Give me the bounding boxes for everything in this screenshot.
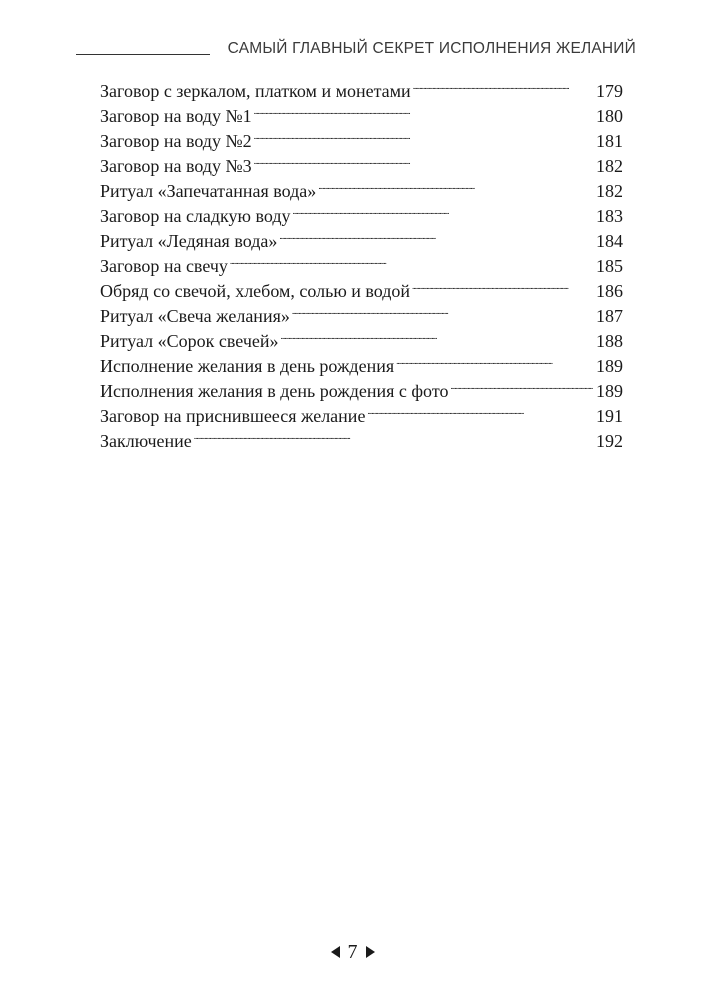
triangle-right-icon <box>366 946 375 958</box>
dot-leader <box>254 97 593 122</box>
toc-entry-page: 187 <box>596 306 623 326</box>
toc-entry-title: Исполнения желания в день рождения с фото <box>100 381 449 401</box>
toc-entry-page: 192 <box>596 431 623 451</box>
dot-leader <box>281 322 593 347</box>
dot-leader <box>318 172 593 197</box>
triangle-left-icon <box>331 946 340 958</box>
toc-entry-title: Обряд со свечой, хлебом, солью и водой <box>100 281 411 301</box>
header-rule <box>76 54 210 55</box>
dot-leader <box>230 247 593 272</box>
page-footer <box>0 940 705 964</box>
running-header <box>76 40 636 60</box>
toc-entry-page: 191 <box>596 406 623 426</box>
dot-leader <box>367 397 593 422</box>
toc-entry-title: Ритуал «Сорок свечей» <box>100 331 279 351</box>
dot-leader <box>413 72 593 97</box>
toc-entry-title: Заговор на сладкую воду <box>100 206 291 226</box>
toc-entry <box>100 72 623 101</box>
toc-entry-title: Ритуал «Запечатанная вода» <box>100 181 317 201</box>
running-header-title: САМЫЙ ГЛАВНЫЙ СЕКРЕТ ИСПОЛНЕНИЯ ЖЕЛАНИЙ <box>227 40 636 57</box>
dot-leader <box>450 372 593 397</box>
dot-leader <box>292 297 593 322</box>
toc-entry-page: 180 <box>596 106 623 126</box>
dot-leader <box>293 197 593 222</box>
dot-leader <box>254 122 593 147</box>
toc-entry-page: 188 <box>596 331 623 351</box>
toc-entry-title: Исполнение желания в день рождения <box>100 356 395 376</box>
toc-entry-page: 183 <box>596 206 623 226</box>
toc-entry-page: 182 <box>596 156 623 176</box>
dot-leader <box>254 147 593 172</box>
toc-entry-page: 184 <box>596 231 623 251</box>
dot-leader <box>396 347 593 372</box>
toc-entry-page: 179 <box>596 81 623 101</box>
toc-entry-title: Заговор на воду №2 <box>100 131 252 151</box>
toc-entry-title: Заключение <box>100 431 192 451</box>
toc-entry-title: Ритуал «Ледяная вода» <box>100 231 278 251</box>
toc-entry-title: Заговор на свечу <box>100 256 228 276</box>
toc-entry-page: 189 <box>596 381 623 401</box>
toc-entry-page: 181 <box>596 131 623 151</box>
toc-entry-title: Заговор на воду №1 <box>100 106 252 126</box>
toc-entry-page: 185 <box>596 256 623 276</box>
toc-entry-title: Ритуал «Свеча желания» <box>100 306 290 326</box>
toc-entry-title: Заговор на воду №3 <box>100 156 252 176</box>
dot-leader <box>279 222 593 247</box>
dot-leader <box>412 272 593 297</box>
toc-entry-title: Заговор с зеркалом, платком и монетами <box>100 81 411 101</box>
dot-leader <box>194 422 593 447</box>
toc-entry-page: 189 <box>596 356 623 376</box>
toc-entry-page: 182 <box>596 181 623 201</box>
table-of-contents <box>100 72 623 451</box>
toc-entry-page: 186 <box>596 281 623 301</box>
page-number: 7 <box>347 941 358 963</box>
toc-entry-title: Заговор на приснившееся желание <box>100 406 366 426</box>
